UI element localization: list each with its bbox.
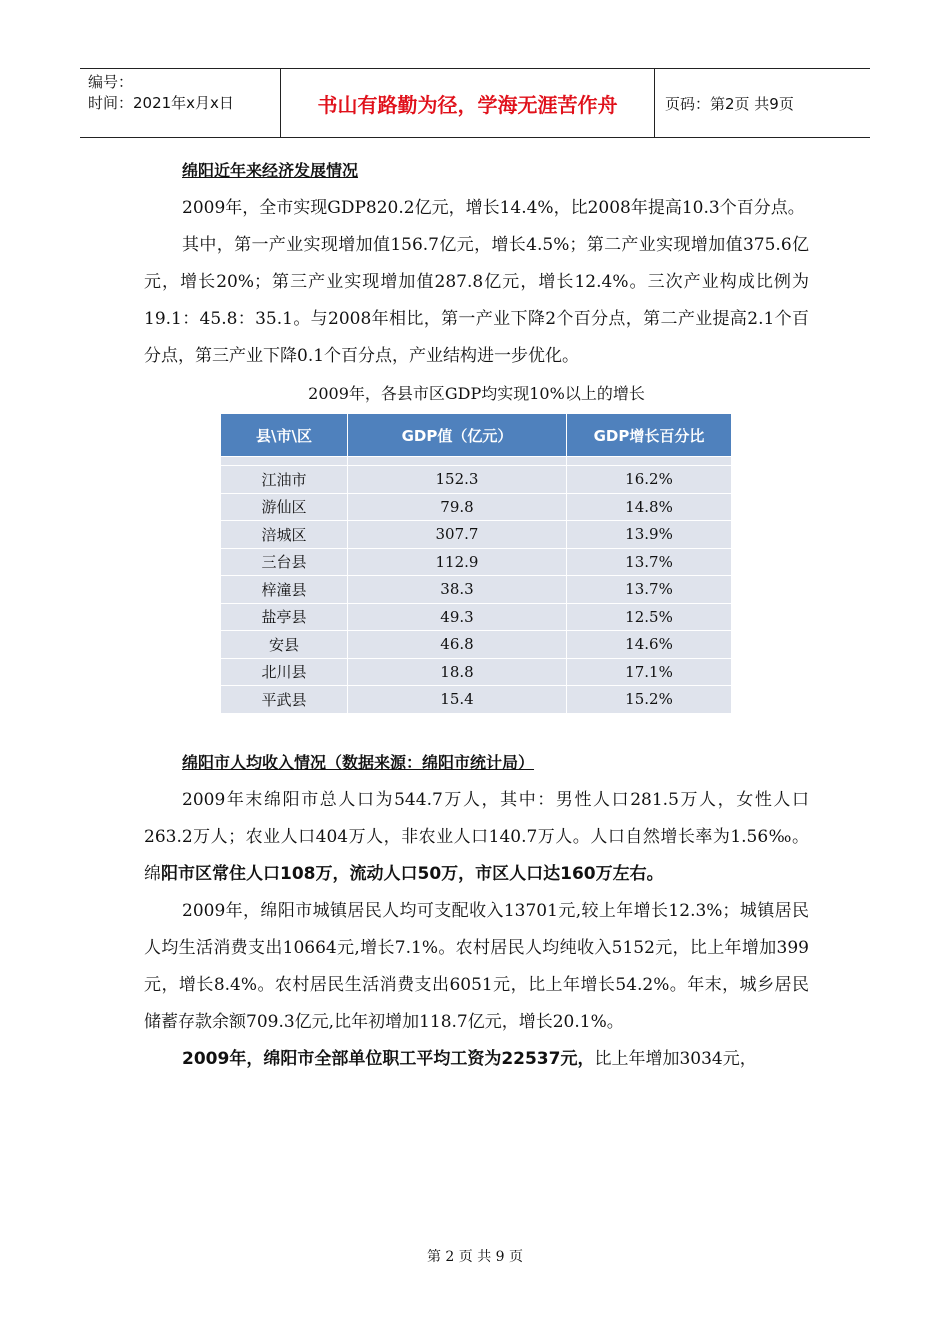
paragraph: 2009年，绵阳市城镇居民人均可支配收入13701元,较上年增长12.3%；城镇居民人均生活消费支出10664元,增长7.1%。农村居民人均纯收入5152元，比上年增加399元，增长8.4%。农村居民生活消费支出6051元，比上年增长54.2%。年末，城乡居民储蓄存款余额709.3亿元,比年初增加118.7亿元，增长20.1%。 bbox=[144, 900, 809, 1032]
gdp-cell: 152.3 bbox=[348, 466, 567, 494]
gdp-cell: 307.7 bbox=[348, 521, 567, 549]
county-cell: 平武县 bbox=[221, 686, 348, 714]
county-cell: 三台县 bbox=[221, 548, 348, 576]
header-page-info: 页码：第2页 共9页 bbox=[665, 94, 794, 113]
growth-cell: 13.7% bbox=[567, 576, 732, 604]
page-footer: 第 2 页 共 9 页 bbox=[426, 1249, 524, 1265]
county-cell: 游仙区 bbox=[221, 493, 348, 521]
county-cell: 盐亭县 bbox=[221, 603, 348, 631]
paragraph bbox=[144, 1041, 809, 1078]
growth-cell: 17.1% bbox=[567, 658, 732, 686]
growth-cell: 14.6% bbox=[567, 631, 732, 659]
table-row bbox=[221, 576, 732, 604]
paragraph-text: 2009年末绵阳市总人口为544.7万人，其中：男性人口281.5万人，女性人口263.2万人；农业人口404万人，非农业人口140.7万人。人口自然增长率为1.56‰。绵 bbox=[144, 789, 809, 884]
column-header: 县\市\区 bbox=[221, 414, 348, 457]
column-header: GDP增长百分比 bbox=[567, 414, 732, 457]
growth-cell: 12.5% bbox=[567, 603, 732, 631]
section-heading-economy: 绵阳近年来经济发展情况 bbox=[182, 161, 359, 180]
growth-cell: 13.9% bbox=[567, 521, 732, 549]
paragraph-bold-text: 2009年，绵阳市全部单位职工平均工资为22537元， bbox=[182, 1048, 595, 1069]
growth-cell: 16.2% bbox=[567, 466, 732, 494]
county-cell: 北川县 bbox=[221, 658, 348, 686]
gdp-cell: 18.8 bbox=[348, 658, 567, 686]
table-row bbox=[221, 466, 732, 494]
page-header bbox=[80, 68, 870, 138]
paragraph-text: 比上年增加3034元， bbox=[594, 1048, 757, 1069]
table-row bbox=[221, 631, 732, 659]
table-row bbox=[221, 493, 732, 521]
county-cell: 梓潼县 bbox=[221, 576, 348, 604]
gdp-cell: 46.8 bbox=[348, 631, 567, 659]
paragraph: 其中，第一产业实现增加值156.7亿元，增长4.5%；第二产业实现增加值375.6亿元，增长20%；第三产业实现增加值287.8亿元，增长12.4%。三次产业构成比例为19.1：45.8：35.1。与2008年相比，第一产业下降2个百分点，第二产业提高2.1个百分点，第三产业下降0.1个百分点，产业结构进一步优化。 bbox=[144, 235, 809, 366]
column-header: GDP值（亿元） bbox=[348, 414, 567, 457]
growth-cell: 15.2% bbox=[567, 686, 732, 714]
gdp-cell: 49.3 bbox=[348, 603, 567, 631]
county-cell: 安县 bbox=[221, 631, 348, 659]
table-spacer bbox=[221, 457, 732, 466]
gdp-cell: 38.3 bbox=[348, 576, 567, 604]
county-cell: 江油市 bbox=[221, 466, 348, 494]
number-label: 编号： bbox=[88, 73, 134, 91]
section-heading-income: 绵阳市人均收入情况（数据来源：绵阳市统计局） bbox=[182, 752, 535, 772]
table-row bbox=[221, 686, 732, 714]
table-header-row bbox=[221, 414, 732, 457]
table-caption: 2009年，各县市区GDP均实现10%以上的增长 bbox=[308, 384, 645, 403]
paragraph bbox=[144, 782, 809, 893]
table-row bbox=[221, 658, 732, 686]
header-meta bbox=[80, 69, 281, 137]
time-label: 时间：2021年x月x日 bbox=[88, 94, 234, 112]
gdp-cell: 112.9 bbox=[348, 548, 567, 576]
header-motto: 书山有路勤为径，学海无涯苦作舟 bbox=[281, 69, 655, 137]
paragraph: 2009年，全市实现GDP820.2亿元，增长14.4%，比2008年提高10.3个百分点。 bbox=[182, 198, 805, 218]
gdp-table bbox=[220, 413, 732, 714]
growth-cell: 14.8% bbox=[567, 493, 732, 521]
gdp-cell: 79.8 bbox=[348, 493, 567, 521]
document-body bbox=[144, 152, 809, 1078]
table-row bbox=[221, 548, 732, 576]
gdp-cell: 15.4 bbox=[348, 686, 567, 714]
table-row bbox=[221, 603, 732, 631]
county-cell: 涪城区 bbox=[221, 521, 348, 549]
growth-cell: 13.7% bbox=[567, 548, 732, 576]
table-row bbox=[221, 521, 732, 549]
paragraph-bold-text: 阳市区常住人口108万，流动人口50万，市区人口达160万左右。 bbox=[161, 863, 664, 884]
